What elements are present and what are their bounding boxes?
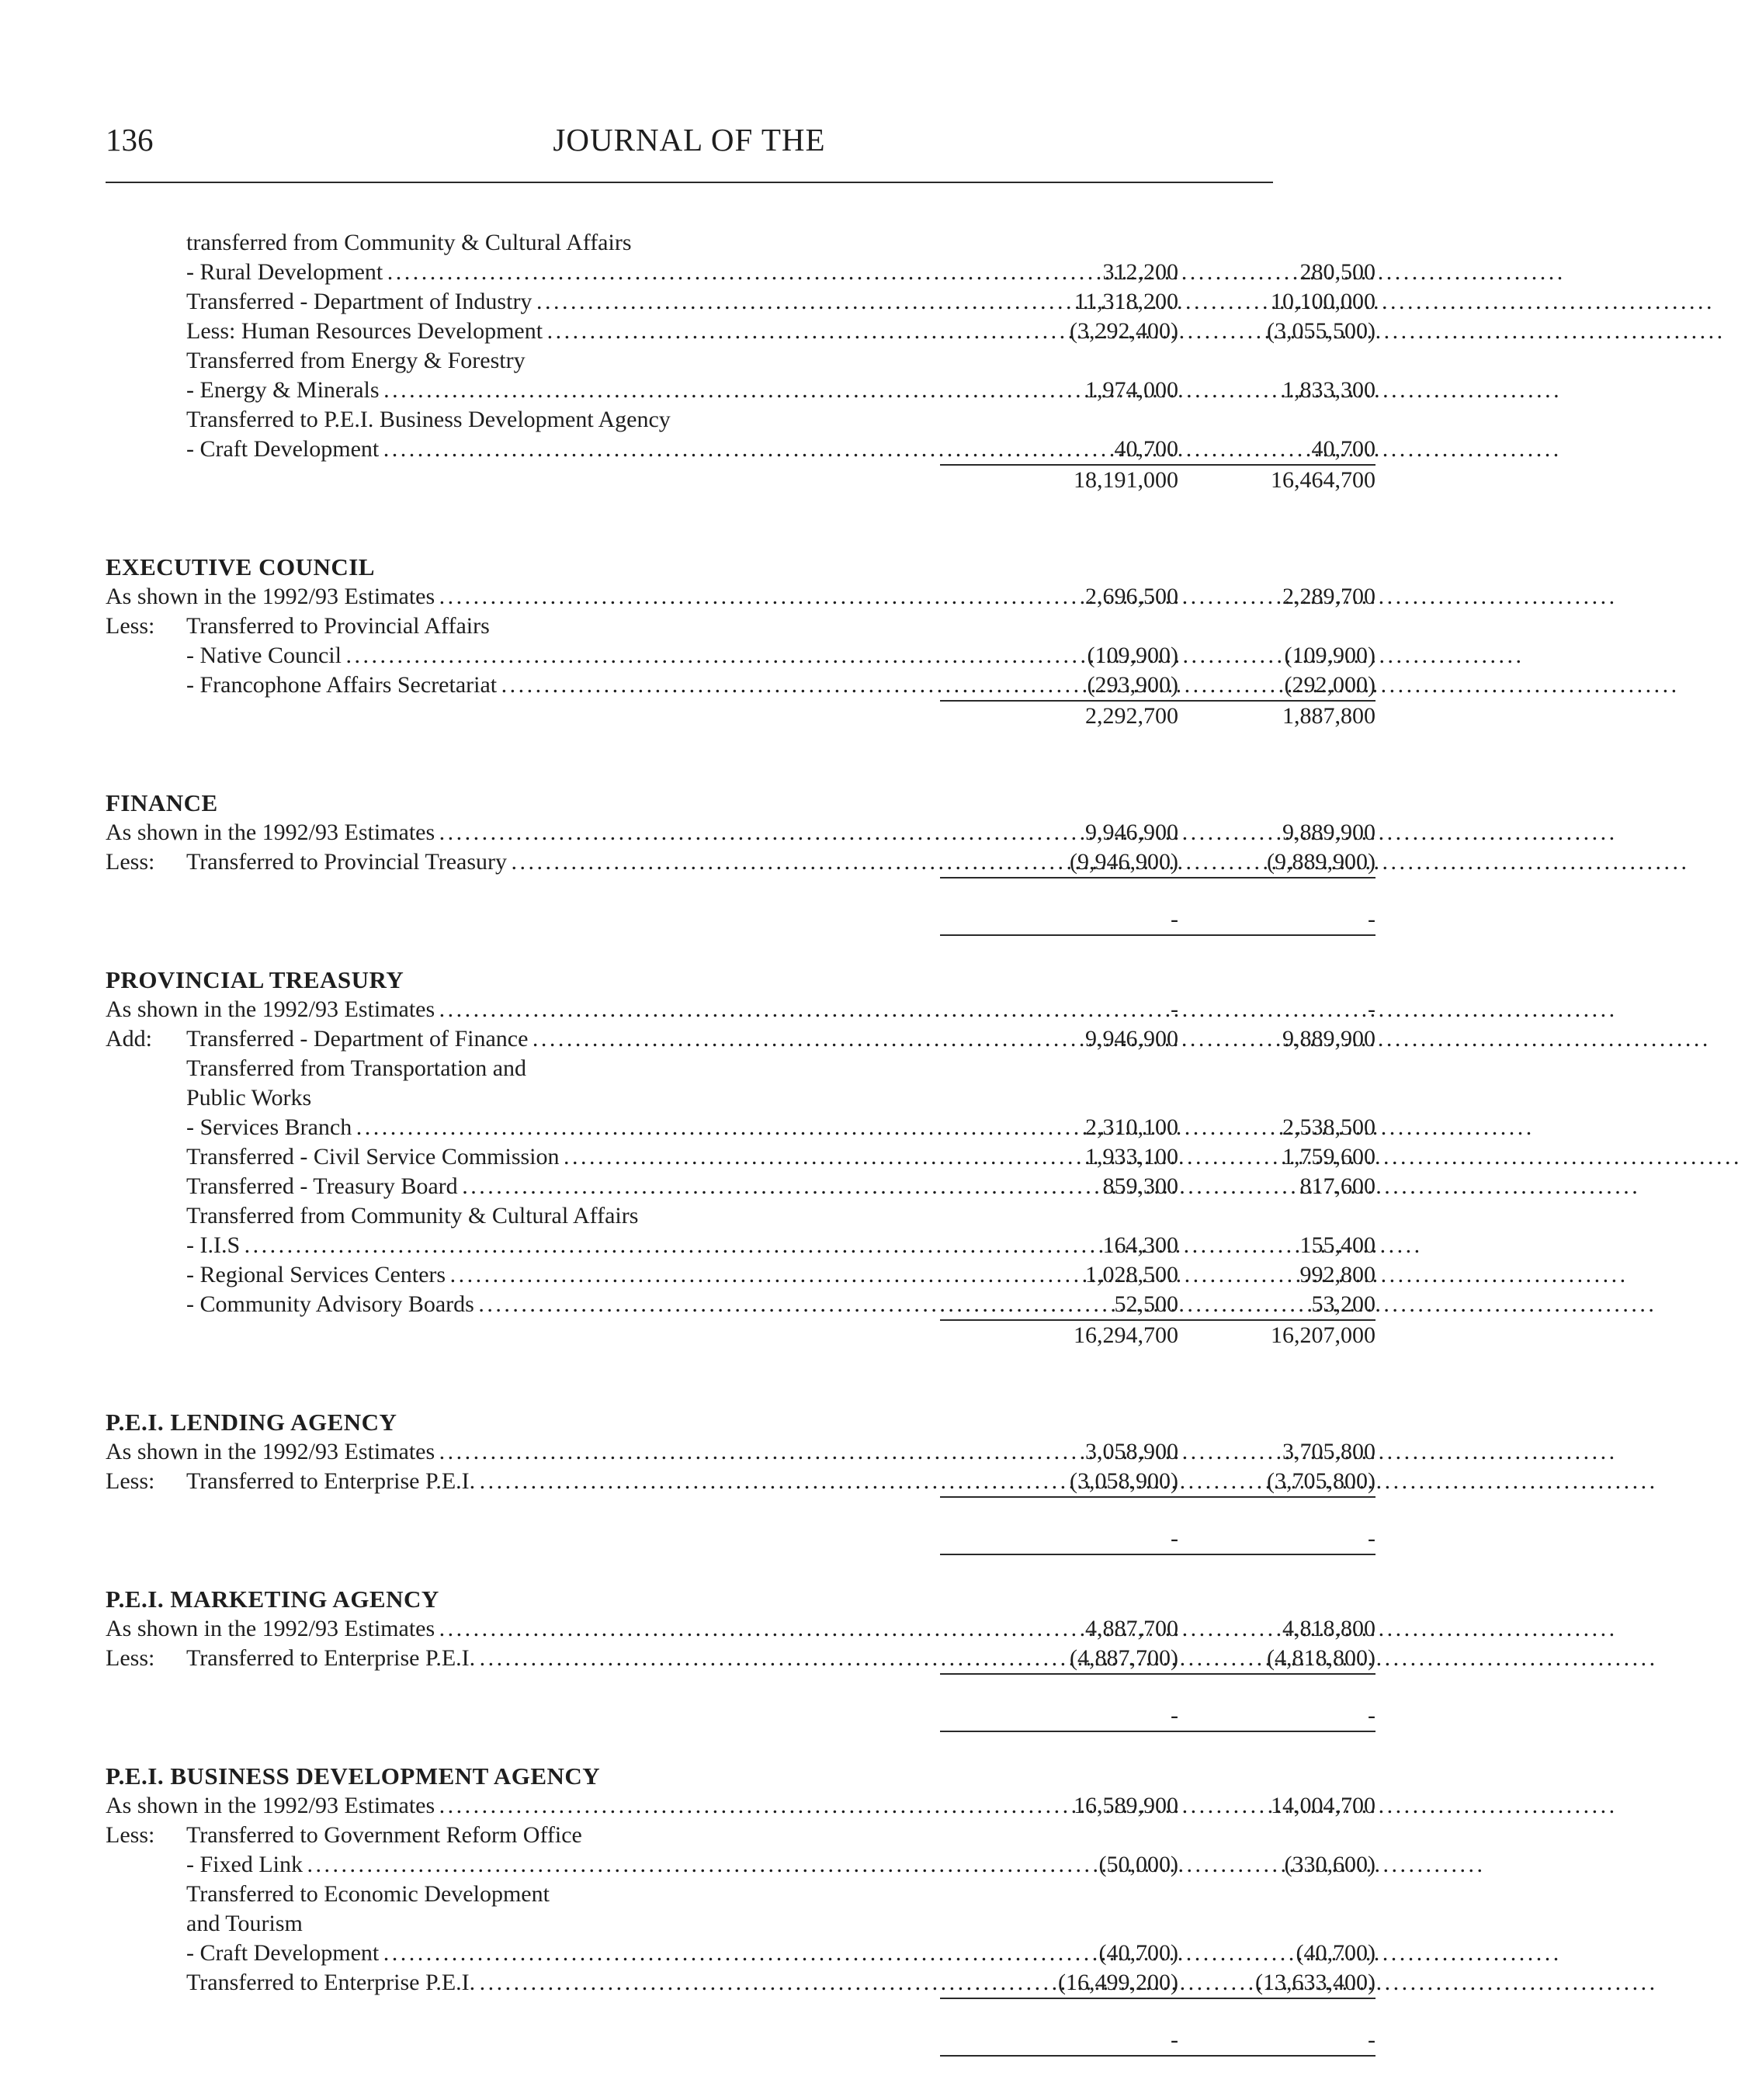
row-label: As shown in the 1992/93 Estimates . . . <box>106 582 882 612</box>
row-label: and Tourism <box>186 1911 303 1936</box>
row-prefix: Less: <box>106 849 155 875</box>
row-label: Transferred from Transportation and <box>186 1055 527 1081</box>
section-heading-row <box>106 1762 1273 1791</box>
total-rule <box>1138 1673 1375 1675</box>
amount-1991-92: 4,818,800 <box>1282 1616 1375 1641</box>
journal-title: JOURNAL OF THE <box>553 122 826 158</box>
amount-1991-92: (330,600) <box>1284 1852 1375 1877</box>
row-prefix: Less: <box>106 613 155 639</box>
amount-1992-93: 312,200 <box>1102 259 1178 285</box>
amount-1992-93: - <box>1171 2027 1178 2053</box>
amount-1991-92: 992,800 <box>1299 1262 1375 1287</box>
amount-1992-93: (9,946,900) <box>1070 849 1178 875</box>
section-title: PROVINCIAL TREASURY <box>106 966 404 993</box>
total-rule <box>1138 1496 1375 1498</box>
statement-row <box>106 1172 1375 1201</box>
amount-1992-93: (4,887,700) <box>1070 1645 1178 1671</box>
amount-1991-92: (9,889,900) <box>1267 849 1375 875</box>
total-row <box>106 1673 1375 1728</box>
total-rule <box>1138 1731 1375 1732</box>
row-label: - Rural Development . . . <box>186 258 882 287</box>
row-label: - Services Branch . . . <box>186 1113 882 1142</box>
statement-row <box>106 995 1375 1024</box>
statement-row <box>106 317 1375 346</box>
amount-1991-92: (3,055,500) <box>1267 318 1375 344</box>
row-label: Transferred - Department of Industry . . . <box>186 287 882 317</box>
amount-1992-93: - <box>1171 996 1178 1022</box>
amount-1992-93: 52,500 <box>1114 1291 1178 1317</box>
amount-1991-92: 14,004,700 <box>1271 1793 1375 1818</box>
amount-1991-92: 2,538,500 <box>1282 1114 1375 1140</box>
amount-1991-92: 2,289,700 <box>1282 584 1375 609</box>
amount-1992-93: 16,294,700 <box>1074 1322 1178 1348</box>
row-prefix: Less: <box>106 1468 155 1494</box>
total-rule <box>1138 877 1375 878</box>
total-row <box>106 1319 1375 1349</box>
row-label: - Community Advisory Boards . . . <box>186 1290 882 1319</box>
amount-1991-92: - <box>1368 1703 1375 1728</box>
statement-row <box>106 1054 1273 1083</box>
amount-1991-92: 40,700 <box>1311 436 1375 462</box>
header-rule <box>106 182 1273 183</box>
statement-row <box>106 1939 1375 1968</box>
row-label: As shown in the 1992/93 Estimates . . . <box>106 1614 882 1644</box>
statement-row <box>106 1909 1273 1939</box>
row-label: Transferred to P.E.I. Business Development Agency <box>186 407 671 432</box>
amount-1991-92: (4,818,800) <box>1267 1645 1375 1671</box>
amount-1991-92: - <box>1368 996 1375 1022</box>
total-rule <box>1138 1998 1375 1999</box>
statement-row <box>106 376 1375 405</box>
statement-row <box>106 1260 1375 1290</box>
amount-1991-92: 9,889,900 <box>1282 1026 1375 1052</box>
row-label: Transferred to Enterprise P.E.I. . . . <box>186 1467 882 1496</box>
amount-1992-93: 9,946,900 <box>1085 820 1178 845</box>
section-heading-row <box>106 965 1273 995</box>
amount-1991-92: (13,633,400) <box>1255 1970 1375 1995</box>
row-label: - Fixed Link . . . <box>186 1850 882 1880</box>
statement-row <box>106 1821 1273 1850</box>
statement-row <box>106 1968 1375 1998</box>
amount-1991-92: 817,600 <box>1299 1173 1375 1199</box>
amount-1992-93: 1,933,100 <box>1085 1144 1178 1170</box>
amount-1992-93: 1,028,500 <box>1085 1262 1178 1287</box>
statement-row <box>106 1142 1375 1172</box>
section-title: EXECUTIVE COUNCIL <box>106 553 375 580</box>
amount-1992-93: 2,292,700 <box>1085 703 1178 729</box>
amount-1992-93: 3,058,900 <box>1085 1439 1178 1464</box>
statement-row <box>106 1201 1273 1231</box>
row-prefix: Add: <box>106 1026 152 1052</box>
section-heading-row <box>106 788 1273 818</box>
statement-row <box>106 435 1375 464</box>
row-label: Transferred from Community & Cultural Affairs <box>186 1203 639 1228</box>
statement-row <box>106 582 1375 612</box>
row-label: As shown in the 1992/93 Estimates . . . <box>106 818 882 847</box>
row-label: As shown in the 1992/93 Estimates . . . <box>106 1791 882 1821</box>
statement-row <box>106 818 1375 847</box>
row-label: As shown in the 1992/93 Estimates . . . <box>106 1437 882 1467</box>
total-row <box>106 1496 1375 1551</box>
amount-1992-93: (109,900) <box>1087 643 1178 668</box>
amount-1991-92: - <box>1368 906 1375 932</box>
row-label: Transferred to Enterprise P.E.I. . . . <box>186 1968 882 1998</box>
row-label: transferred from Community & Cultural Affairs <box>186 230 632 255</box>
section-spacer <box>106 494 1273 553</box>
amount-1991-92: 16,207,000 <box>1271 1322 1375 1348</box>
page-number: 136 <box>106 122 154 158</box>
amount-1992-93: 2,310,100 <box>1085 1114 1178 1140</box>
amount-1992-93: (293,900) <box>1087 672 1178 698</box>
amount-1991-92: 1,833,300 <box>1282 377 1375 403</box>
row-prefix: Less: <box>106 1822 155 1848</box>
amount-1992-93: (50,000) <box>1098 1852 1178 1877</box>
section-heading-row <box>106 1585 1273 1614</box>
statement-row <box>106 1290 1375 1319</box>
row-label: Transferred to Provincial Treasury . . . <box>186 847 882 877</box>
amount-1991-92: (3,705,800) <box>1267 1468 1375 1494</box>
statement-row <box>106 1791 1375 1821</box>
total-rule <box>1138 2055 1375 2057</box>
amount-1992-93: 1,974,000 <box>1085 377 1178 403</box>
row-label: As shown in the 1992/93 Estimates . . . <box>106 995 882 1024</box>
financial-statement <box>106 228 1375 2053</box>
total-row <box>106 1998 1375 2053</box>
amount-1992-93: 40,700 <box>1114 436 1178 462</box>
row-label: Less: Human Resources Development . . . <box>186 317 882 346</box>
statement-row <box>106 1614 1375 1644</box>
row-label: - Craft Development . . . <box>186 1939 882 1968</box>
amount-1992-93: - <box>1171 906 1178 932</box>
amount-1992-93: - <box>1171 1526 1178 1551</box>
row-label: - I.I.S . . . <box>186 1231 882 1260</box>
statement-row <box>106 641 1375 671</box>
amount-1991-92: - <box>1368 1526 1375 1551</box>
amount-1992-93: 859,300 <box>1102 1173 1178 1199</box>
section-heading-row <box>106 553 1273 582</box>
amount-1992-93: (3,292,400) <box>1070 318 1178 344</box>
amount-1992-93: - <box>1171 1703 1178 1728</box>
row-prefix: Less: <box>106 1645 155 1671</box>
statement-row <box>106 671 1375 700</box>
section-spacer <box>106 1349 1273 1408</box>
row-label: Transferred to Enterprise P.E.I. . . . <box>186 1644 882 1673</box>
amount-1991-92: 280,500 <box>1299 259 1375 285</box>
amount-1992-93: 164,300 <box>1102 1232 1178 1258</box>
section-title: P.E.I. LENDING AGENCY <box>106 1409 397 1436</box>
row-label: Transferred to Economic Development <box>186 1881 550 1907</box>
amount-1991-92: (292,000) <box>1284 672 1375 698</box>
amount-1992-93: (40,700) <box>1098 1940 1178 1966</box>
total-row <box>106 700 1375 729</box>
statement-row <box>106 612 1273 641</box>
row-label: - Energy & Minerals . . . <box>186 376 882 405</box>
statement-row <box>106 1437 1375 1467</box>
total-rule <box>1138 934 1375 936</box>
amount-1991-92: 9,889,900 <box>1282 820 1375 845</box>
section-title: P.E.I. MARKETING AGENCY <box>106 1585 439 1613</box>
row-label: Transferred from Energy & Forestry <box>186 348 526 373</box>
row-label: Transferred - Treasury Board . . . <box>186 1172 882 1201</box>
section-title: P.E.I. BUSINESS DEVELOPMENT AGENCY <box>106 1762 601 1790</box>
row-label: Transferred - Department of Finance . . . <box>186 1024 882 1054</box>
amount-1992-93: (3,058,900) <box>1070 1468 1178 1494</box>
row-label: - Regional Services Centers . . . <box>186 1260 882 1290</box>
row-label: Transferred to Government Reform Office <box>186 1822 582 1848</box>
amount-1991-92: 10,100,000 <box>1271 289 1375 314</box>
amount-1992-93: 11,318,200 <box>1074 289 1178 314</box>
amount-1992-93: 16,589,900 <box>1074 1793 1178 1818</box>
statement-row <box>106 287 1375 317</box>
amount-1992-93: 18,191,000 <box>1074 467 1178 493</box>
amount-1992-93: 4,887,700 <box>1085 1616 1178 1641</box>
total-row <box>106 877 1375 932</box>
amount-1992-93: (16,499,200) <box>1058 1970 1178 1995</box>
row-label: Public Works <box>186 1085 312 1111</box>
statement-row <box>106 1467 1375 1496</box>
amount-1992-93: 9,946,900 <box>1085 1026 1178 1052</box>
row-label: Transferred - Civil Service Commission . . . <box>186 1142 882 1172</box>
amount-1991-92: 1,887,800 <box>1282 703 1375 729</box>
amount-1992-93: 2,696,500 <box>1085 584 1178 609</box>
total-row <box>106 464 1375 494</box>
statement-row <box>106 1024 1375 1054</box>
section-heading-row <box>106 1408 1273 1437</box>
amount-1991-92: - <box>1368 2027 1375 2053</box>
statement-row <box>106 405 1273 435</box>
statement-row <box>106 258 1375 287</box>
amount-1991-92: 155,400 <box>1299 1232 1375 1258</box>
statement-row <box>106 847 1375 877</box>
statement-row <box>106 346 1273 376</box>
amount-1991-92: 1,759,600 <box>1282 1144 1375 1170</box>
amount-1991-92: 3,705,800 <box>1282 1439 1375 1464</box>
statement-row <box>106 1644 1375 1673</box>
statement-row <box>106 1880 1273 1909</box>
statement-row <box>106 1850 1375 1880</box>
statement-row <box>106 1083 1273 1113</box>
amount-1991-92: 53,200 <box>1311 1291 1375 1317</box>
amount-1991-92: (109,900) <box>1284 643 1375 668</box>
row-label: Transferred to Provincial Affairs <box>186 613 490 639</box>
statement-row <box>106 1113 1375 1142</box>
statement-row <box>106 228 1273 258</box>
statement-row <box>106 1231 1375 1260</box>
amount-1991-92: (40,700) <box>1296 1940 1375 1966</box>
section-title: FINANCE <box>106 789 218 816</box>
total-rule <box>1138 1554 1375 1555</box>
page-header <box>106 116 1273 163</box>
row-label: - Native Council . . . <box>186 641 882 671</box>
amount-1991-92: 16,464,700 <box>1271 467 1375 493</box>
row-label: - Craft Development . . . <box>186 435 882 464</box>
row-label: - Francophone Affairs Secretariat . . . <box>186 671 882 700</box>
section-spacer <box>106 729 1273 788</box>
